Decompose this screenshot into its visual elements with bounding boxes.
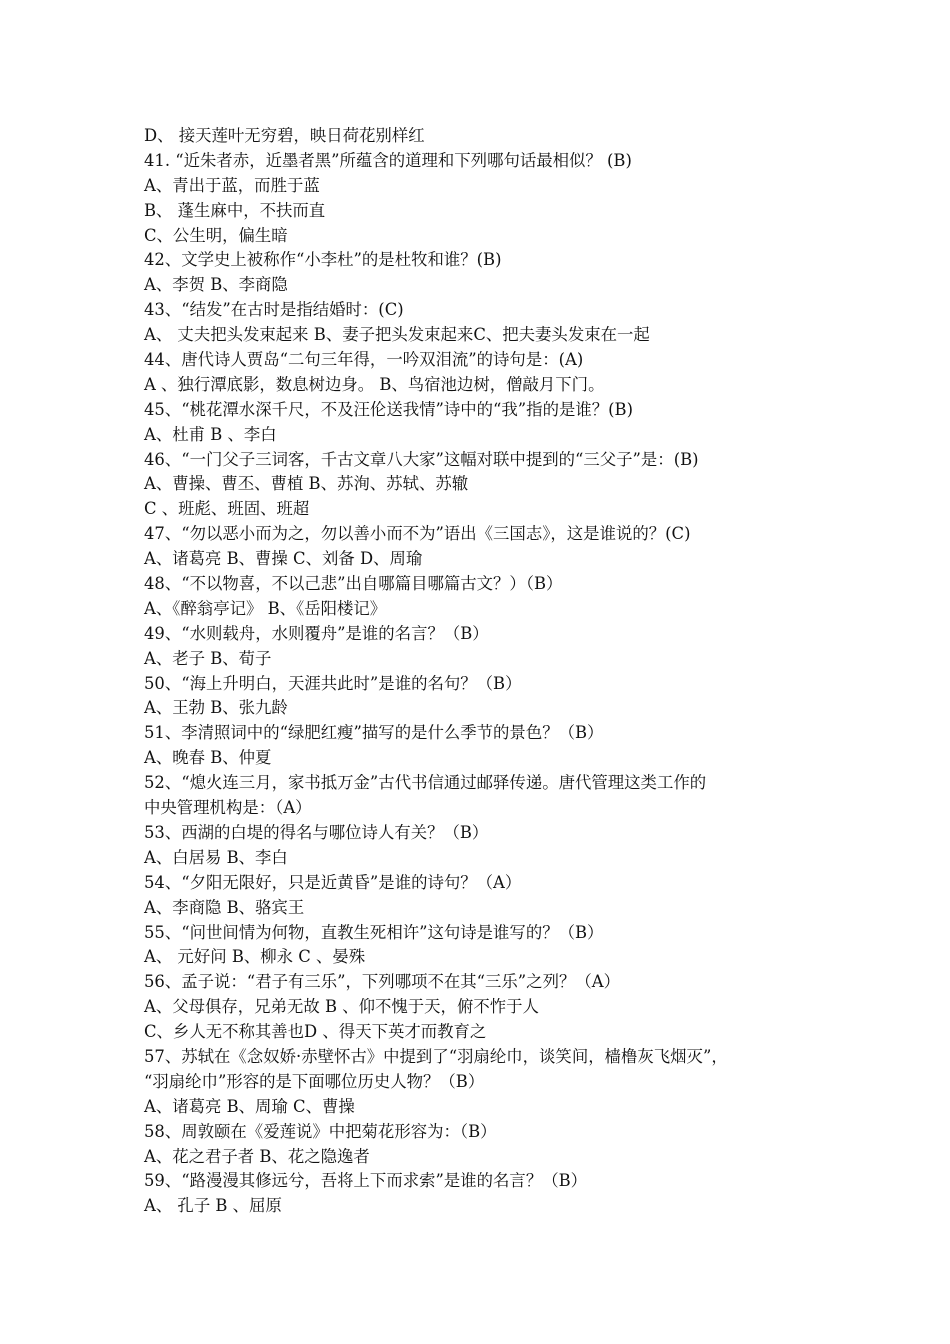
text-line: A、李商隐 B、骆宾王 — [144, 897, 305, 917]
text-line: A、李贺 B、李商隐 — [144, 275, 288, 295]
text-line: 47、“勿以恶小而为之，勿以善小而不为”语出《三国志》，这是谁说的？(C) — [144, 524, 691, 544]
text-line: 55、“问世间情为何物，直教生死相许”这句诗是谁写的？（B） — [144, 922, 604, 942]
text-line: A、 元好问 B、柳永 C 、晏殊 — [144, 947, 366, 967]
text-line: A、老子 B、荀子 — [144, 648, 272, 668]
text-line: A、花之君子者 B、花之隐逸者 — [144, 1146, 370, 1166]
text-line: A、曹操、曹丕、曹植 B、苏洵、苏轼、苏辙 — [144, 474, 469, 494]
text-line: 41. “近朱者赤，近墨者黑”所蕴含的道理和下列哪句话最相似？ (B) — [144, 150, 632, 170]
text-line: A、《醉翁亭记》 B、《岳阳楼记》 — [144, 598, 387, 618]
text-line: C、公生明，偏生暗 — [144, 225, 288, 245]
text-line: A、白居易 B、李白 — [144, 847, 288, 867]
text-line: A、青出于蓝，而胜于蓝 — [144, 175, 320, 195]
text-line: A、诸葛亮 B、周瑜 C、曹操 — [144, 1096, 355, 1116]
text-line: 48、“不以物喜，不以己悲”出自哪篇目哪篇古文？）（B） — [144, 574, 563, 594]
text-line: 46、“一门父子三词客，千古文章八大家”这幅对联中提到的“三父子”是：(B) — [144, 449, 699, 469]
text-line: 43、“结发”在古时是指结婚时：(C) — [144, 300, 404, 320]
text-line: 45、“桃花潭水深千尺，不及汪伦送我情”诗中的“我”指的是谁？(B) — [144, 399, 633, 419]
text-line: 56、孟子说：“君子有三乐”，下列哪项不在其“三乐”之列？（A） — [144, 972, 620, 992]
text-line: C 、班彪、班固、班超 — [144, 499, 310, 519]
text-line: 57、苏轼在《念奴娇·赤壁怀古》中提到了“羽扇纶巾，谈笑间，樯橹灰飞烟灭”， — [144, 1046, 728, 1066]
text-line: “羽扇纶巾”形容的是下面哪位历史人物？（B） — [144, 1071, 485, 1091]
text-line: A 、独行潭底影，数息树边身。 B、鸟宿池边树，僧敲月下门。 — [144, 374, 605, 394]
text-line: B、 蓬生麻中，不扶而直 — [144, 200, 326, 220]
text-line: 50、“海上升明白，天涯共此时”是谁的名句？（B） — [144, 673, 522, 693]
text-line: 58、周敦颐在《爱莲说》中把菊花形容为：（B） — [144, 1121, 497, 1141]
text-line: D、 接天莲叶无穷碧，映日荷花别样红 — [144, 126, 425, 145]
text-line: 59、“路漫漫其修远兮，吾将上下而求索”是谁的名言？（B） — [144, 1171, 588, 1191]
text-line: 42、文学史上被称作“小李杜”的是杜牧和谁？(B) — [144, 250, 502, 270]
text-line: 51、李清照词中的“绿肥红瘦”描写的是什么季节的景色？（B） — [144, 723, 604, 743]
text-line: 52、“熄火连三月，家书抵万金”古代书信通过邮驿传递。唐代管理这类工作的 — [144, 773, 707, 793]
text-line: A、父母俱存，兄弟无故 B 、仰不愧于天，俯不怍于人 — [144, 997, 539, 1017]
text-line: 54、“夕阳无限好，只是近黄昏”是谁的诗句？（A） — [144, 872, 522, 892]
text-line: A、王勃 B、张九龄 — [144, 698, 288, 718]
text-line: A、诸葛亮 B、曹操 C、刘备 D、周瑜 — [144, 549, 423, 569]
text-line: 44、唐代诗人贾岛“二句三年得，一吟双泪流”的诗句是：(A) — [144, 350, 584, 370]
text-line: 中央管理机构是：（A） — [144, 798, 312, 818]
text-line: A、 孔子 B 、屈原 — [144, 1196, 282, 1216]
text-line: C、乡人无不称其善也D 、得天下英才而教育之 — [144, 1022, 487, 1042]
quiz-text-lines — [144, 124, 824, 1219]
text-line: A、晚春 B、仲夏 — [144, 748, 272, 768]
text-line: A、杜甫 B 、李白 — [144, 424, 277, 444]
text-line: 53、西湖的白堤的得名与哪位诗人有关？（B） — [144, 822, 489, 842]
text-line: 49、“水则载舟，水则覆舟”是谁的名言？（B） — [144, 623, 489, 643]
text-line: A、 丈夫把头发束起来 B、妻子把头发束起来C、把夫妻头发束在一起 — [144, 325, 650, 345]
